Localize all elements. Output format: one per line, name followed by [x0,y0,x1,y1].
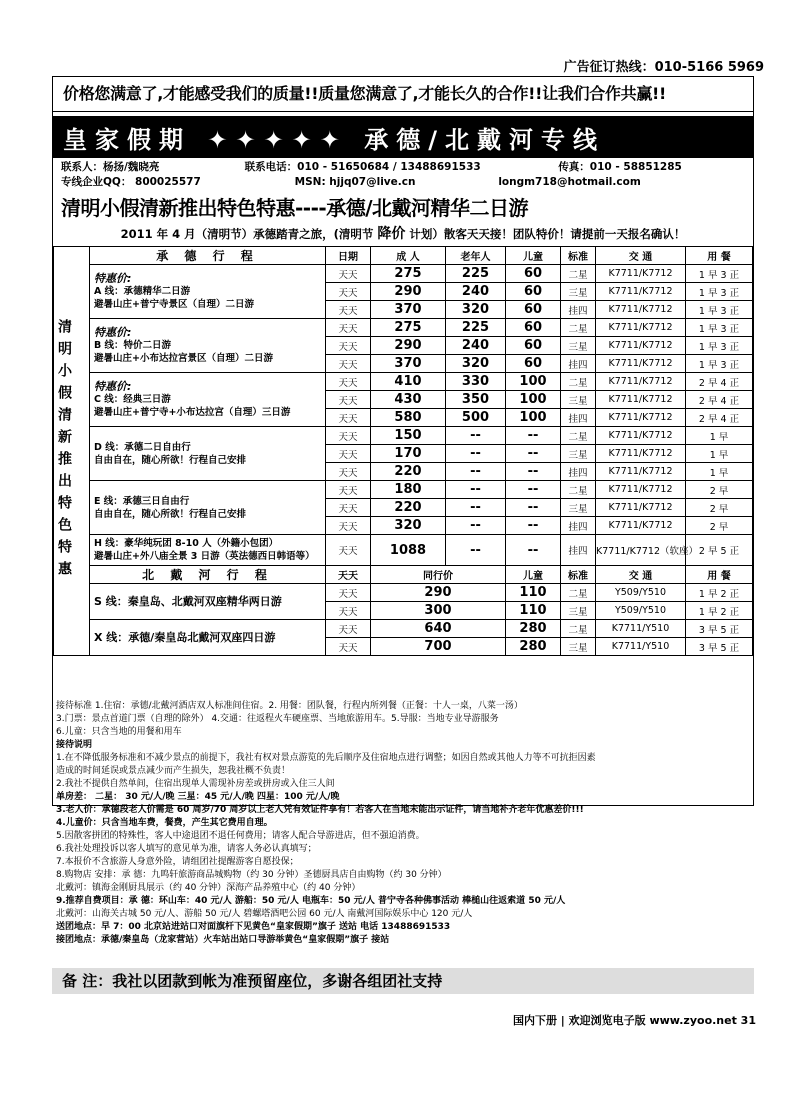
child-price: 110 [506,584,561,602]
table-row [54,620,753,638]
meals: 1 早 [686,427,753,445]
senior-price: 330 [446,373,506,391]
hotel-standard: 三星 [561,638,596,656]
bdh-price-header: 同行价 [371,566,506,584]
hotel-standard: 三星 [561,391,596,409]
transport: K7711/K7712 [596,409,686,427]
senior-price: 240 [446,283,506,301]
date: 天天 [326,463,371,481]
contact-qq: 专线企业QQ： 800025577 [61,176,201,188]
meals: 1 早 [686,463,753,481]
bdh-meal-header: 用 餐 [686,566,753,584]
child-price: -- [506,463,561,481]
meals: 2 早 [686,517,753,535]
meals: 1 早 [686,445,753,463]
contact-block [53,158,753,190]
date: 天天 [326,481,371,499]
route-title: B 线：特价二日游 [94,340,172,351]
side-label-text: 清明小假清新推出特色特惠 [56,319,72,583]
note-line: 6.我社处理投诉以客人填写的意见单为准，请客人务必认真填写； [56,844,317,854]
child-price: -- [506,481,561,499]
headline: 清明小假清新推出特色特惠----承德/北戴河精华二日游 [61,196,529,220]
note-line: 1.在不降低服务标准和不减少景点的前提下，我社有权对景点游览的先后顺序及住宿地点进行调整；如因自然或其他人力等不可抗拒因素 [56,753,596,763]
note-line: 北戴河：山海关古城 50 元/人、游船 50 元/人 碧螺塔酒吧公园 60 元/人 南戴河国际娱乐中心 120 元/人 [56,909,473,919]
header-route: 承 德 行 程 [90,247,326,265]
bdh-route-title: S 线：秦皇岛、北戴河双座精华两日游 [90,584,326,620]
transport: K7711/K7712 [596,499,686,517]
group-price: 640 [371,620,506,638]
transport: K7711/K7712 [596,319,686,337]
child-price: 100 [506,391,561,409]
hotel-standard: 三星 [561,499,596,517]
transport: Y509/Y510 [596,602,686,620]
note-line: 6.儿童：只含当地的用餐和用车 [56,727,182,737]
note-line: 造成的时间延误或景点减少而产生损失，恕我社概不负责！ [56,766,291,776]
transport: K7711/K7712 [596,337,686,355]
transport: K7711/K7712 [596,517,686,535]
note-line: 9.推荐自费项目：承 德：环山车：40 元/人 游船：50 元/人 电瓶车：50 元/人 普宁寺各种佛事活动 棒槌山往返索道 50 元/人 [56,896,566,906]
transport: K7711/K7712（软座） [596,535,686,566]
date: 天天 [326,602,371,620]
adult-price: 430 [371,391,446,409]
adult-price: 290 [371,283,446,301]
route-title: A 线：承德精华二日游 [94,286,191,297]
bdh-traffic-header: 交 通 [596,566,686,584]
adult-price: 170 [371,445,446,463]
meals: 2 早 4 正 [686,373,753,391]
date: 天天 [326,517,371,535]
transport: K7711/Y510 [596,638,686,656]
senior-price: -- [446,481,506,499]
adult-price: 150 [371,427,446,445]
senior-price: -- [446,427,506,445]
bdh-route-header: 北 戴 河 行 程 [90,566,326,584]
subline-price-drop: 降价 [377,226,406,242]
header-traffic: 交 通 [596,247,686,265]
meals: 1 早 3 正 [686,319,753,337]
subline [53,223,753,243]
route-title: C 线：经典三日游 [94,394,171,405]
date: 天天 [326,319,371,337]
adult-price: 370 [371,301,446,319]
table-row [54,373,753,391]
header-std: 标准 [561,247,596,265]
group-price: 700 [371,638,506,656]
table-header [54,247,753,265]
note-line: 北戴河：镇海金刚厨具展示（约 40 分钟）深海产品养殖中心（约 40 分钟） [56,883,361,893]
senior-price: 225 [446,319,506,337]
table-row [54,427,753,445]
contact-email: longm718@hotmail.com [498,176,641,188]
date: 天天 [326,638,371,656]
date: 天天 [326,301,371,319]
date: 天天 [326,584,371,602]
child-price: 60 [506,319,561,337]
note-line: 4.儿童价：只含当地车费，餐费，产生其它费用自理。 [56,818,273,828]
hotel-standard: 挂四 [561,301,596,319]
child-price: 60 [506,265,561,283]
note-line: 送团地点：早 7：00 北京站进站口对面旗杆下见黄色“皇家假期”旗子 送站 电话 13488691533 [56,922,451,932]
meals: 1 早 3 正 [686,337,753,355]
route-desc: 避暑山庄+普宁寺+小布达拉宫（自理）三日游 [94,407,291,418]
route-description [90,427,326,481]
route-desc: 避暑山庄+普宁寺景区（自理）二日游 [94,299,254,310]
senior-price: -- [446,535,506,566]
hotel-standard: 二星 [561,319,596,337]
route-title: D 线：承德二日自由行 [94,441,191,453]
hotel-standard: 挂四 [561,535,596,566]
route-description [90,319,326,373]
transport: K7711/K7712 [596,283,686,301]
child-price: -- [506,445,561,463]
date: 天天 [326,373,371,391]
group-price: 300 [371,602,506,620]
senior-price: 320 [446,301,506,319]
transport: K7711/K7712 [596,355,686,373]
adult-price: 370 [371,355,446,373]
brand-banner: 皇家假期 ✦✦✦✦✦ 承德/北戴河专线 [53,116,753,158]
table-row [54,584,753,602]
date: 天天 [326,337,371,355]
route-description [90,535,326,566]
hotel-standard: 二星 [561,620,596,638]
subline-a: 2011 年 4 月（清明节）承德踏青之旅，(清明节 [120,227,374,241]
date: 天天 [326,620,371,638]
meals: 2 早 [686,499,753,517]
table-row [54,319,753,337]
note-line: 单房差： 二星： 30 元/人/晚 三星：45 元/人/晚 四星：100 元/人/晚 [56,792,340,802]
meals: 2 早 [686,481,753,499]
route-title: H 线：豪华纯玩团 8-10 人（外籍小包团） [94,538,279,549]
hotel-standard: 三星 [561,445,596,463]
senior-price: 225 [446,265,506,283]
header-meal: 用 餐 [686,247,753,265]
ad-hotline: 广告征订热线：010-5166 5969 [563,60,764,75]
hotel-standard: 二星 [561,265,596,283]
page-footer: 国内下册 | 欢迎浏览电子版 www.zyoo.net 31 [512,1014,756,1027]
slogan: 价格您满意了,才能感受我们的质量!!质量您满意了,才能长久的合作!!让我们合作共赢!! [53,77,753,112]
child-price: -- [506,427,561,445]
child-price: 280 [506,620,561,638]
contact-people: 联系人：杨扬/魏晓亮 [61,161,160,173]
note-line: 2.我社不提供自然单间，住宿出现单人需现补房差或拼房或入住三人间 [56,779,335,789]
hotel-standard: 三星 [561,602,596,620]
senior-price: 240 [446,337,506,355]
meals: 1 早 3 正 [686,301,753,319]
adult-price: 220 [371,499,446,517]
hotel-standard: 挂四 [561,409,596,427]
table-row [54,481,753,499]
header-date: 日期 [326,247,371,265]
date: 天天 [326,409,371,427]
child-price: 110 [506,602,561,620]
route-description [90,481,326,535]
adult-price: 320 [371,517,446,535]
header-senior: 老年人 [446,247,506,265]
notes-section [52,700,754,947]
hotel-standard: 二星 [561,584,596,602]
contact-phone: 联系电话：010 - 51650684 / 13488691533 [244,161,481,173]
transport: K7711/K7712 [596,391,686,409]
senior-price: -- [446,499,506,517]
date: 天天 [326,355,371,373]
hotel-standard: 二星 [561,427,596,445]
note-line: 接团地点：承德/秦皇岛（龙家营站）火车站出站口导游举黄色“皇家假期”旗子 接站 [56,935,390,945]
meals: 3 早 5 正 [686,620,753,638]
hotel-standard: 二星 [561,373,596,391]
adult-price: 580 [371,409,446,427]
tour-price-table [53,246,753,656]
meals: 2 早 4 正 [686,391,753,409]
child-price: -- [506,499,561,517]
bdh-std-header: 标准 [561,566,596,584]
transport: K7711/K7712 [596,427,686,445]
senior-price: -- [446,517,506,535]
meals: 3 早 5 正 [686,638,753,656]
route-title: E 线：承德三日自由行 [94,495,190,507]
adult-price: 220 [371,463,446,481]
transport: K7711/K7712 [596,463,686,481]
adult-price: 290 [371,337,446,355]
route-desc: 避暑山庄+小布达拉宫景区（自理）二日游 [94,353,273,364]
meals: 1 早 2 正 [686,602,753,620]
meals: 1 早 2 正 [686,584,753,602]
meals: 2 早 4 正 [686,409,753,427]
route-desc: 自由自在，随心所欲！行程自己安排 [94,508,247,520]
senior-price: 350 [446,391,506,409]
subline-c: 计划）散客天天接！团队特价！请提前一天报名确认！ [409,227,686,241]
group-price: 290 [371,584,506,602]
child-price: 100 [506,373,561,391]
child-price: 60 [506,301,561,319]
special-price-tag: 特惠价: [94,272,132,285]
contact-fax: 传真：010 - 58851285 [558,161,682,173]
note-line: 接待说明 [56,740,93,750]
adult-price: 1088 [371,535,446,566]
note-line: 3.门票：景点首道门票（自理的除外） 4.交通：往返程火车硬座票、当地旅游用车。5.导服：当地专业导游服务 [56,714,499,724]
adult-price: 275 [371,265,446,283]
child-price: 60 [506,283,561,301]
date: 天天 [326,283,371,301]
route-desc: 避暑山庄+外八庙全景 3 日游（英法德西日韩语等） [94,551,315,562]
bdh-header [54,566,753,584]
senior-price: -- [446,445,506,463]
meals: 1 早 3 正 [686,283,753,301]
route-description [90,373,326,427]
date: 天天 [326,535,371,566]
header-adult: 成 人 [371,247,446,265]
date: 天天 [326,427,371,445]
child-price: -- [506,517,561,535]
special-price-tag: 特惠价: [94,326,132,339]
contact-msn: MSN: hjjq07@live.cn [294,176,416,188]
route-description [90,265,326,319]
header-child: 儿童 [506,247,561,265]
date: 天天 [326,265,371,283]
child-price: 100 [506,409,561,427]
meals: 1 早 3 正 [686,355,753,373]
senior-price: 500 [446,409,506,427]
adult-price: 180 [371,481,446,499]
hotel-standard: 挂四 [561,355,596,373]
transport: K7711/K7712 [596,373,686,391]
note-line: 3.老人价：承德段老人价需是 60 周岁/70 周岁以上老人凭有效证件享有！若客人在当地未能出示证件，请当地补齐老年优惠差价!!! [56,805,584,815]
bdh-child-header: 儿童 [506,566,561,584]
hotel-standard: 三星 [561,283,596,301]
date: 天天 [326,499,371,517]
transport: K7711/K7712 [596,301,686,319]
senior-price: -- [446,463,506,481]
table-row [54,265,753,283]
child-price: 60 [506,355,561,373]
remark-bar: 备 注：我社以团款到帐为准预留座位，多谢各组团社支持 [52,968,754,994]
note-line: 接待标准 1.住宿：承德/北戴河酒店双人标准间住宿。2. 用餐：团队餐，行程内所列餐（正餐：十人一桌，八菜一汤） [56,701,523,711]
date: 天天 [326,445,371,463]
adult-price: 275 [371,319,446,337]
ad-frame [52,76,754,806]
hotel-standard: 挂四 [561,463,596,481]
note-line: 7.本报价不含旅游人身意外险，请组团社提醒游客自愿投保； [56,857,299,867]
bdh-route-title: X 线：承德/秦皇岛北戴河双座四日游 [90,620,326,656]
meals: 2 早 5 正 [686,535,753,566]
meals: 1 早 3 正 [686,265,753,283]
transport: K7711/K7712 [596,445,686,463]
hotel-standard: 三星 [561,337,596,355]
adult-price: 410 [371,373,446,391]
hotel-standard: 二星 [561,481,596,499]
side-label [54,247,90,656]
hotel-standard: 挂四 [561,517,596,535]
transport: K7711/K7712 [596,481,686,499]
note-line: 5.因散客拼团的特殊性，客人中途退团不退任何费用；请客人配合导游进店，但不强迫消费。 [56,831,425,841]
special-price-tag: 特惠价: [94,380,132,393]
transport: Y509/Y510 [596,584,686,602]
date: 天天 [326,391,371,409]
transport: K7711/K7712 [596,265,686,283]
child-price: 60 [506,337,561,355]
table-row [54,535,753,566]
bdh-date-header: 天天 [326,566,371,584]
child-price: 280 [506,638,561,656]
child-price: -- [506,535,561,566]
note-line: 8.购物店 安排：承 德：九鸣轩旅游商品城购物（约 30 分钟）圣德厨具店自由购物（约 30 分钟） [56,870,447,880]
transport: K7711/Y510 [596,620,686,638]
senior-price: 320 [446,355,506,373]
route-desc: 自由自在，随心所欲！行程自己安排 [94,454,247,466]
